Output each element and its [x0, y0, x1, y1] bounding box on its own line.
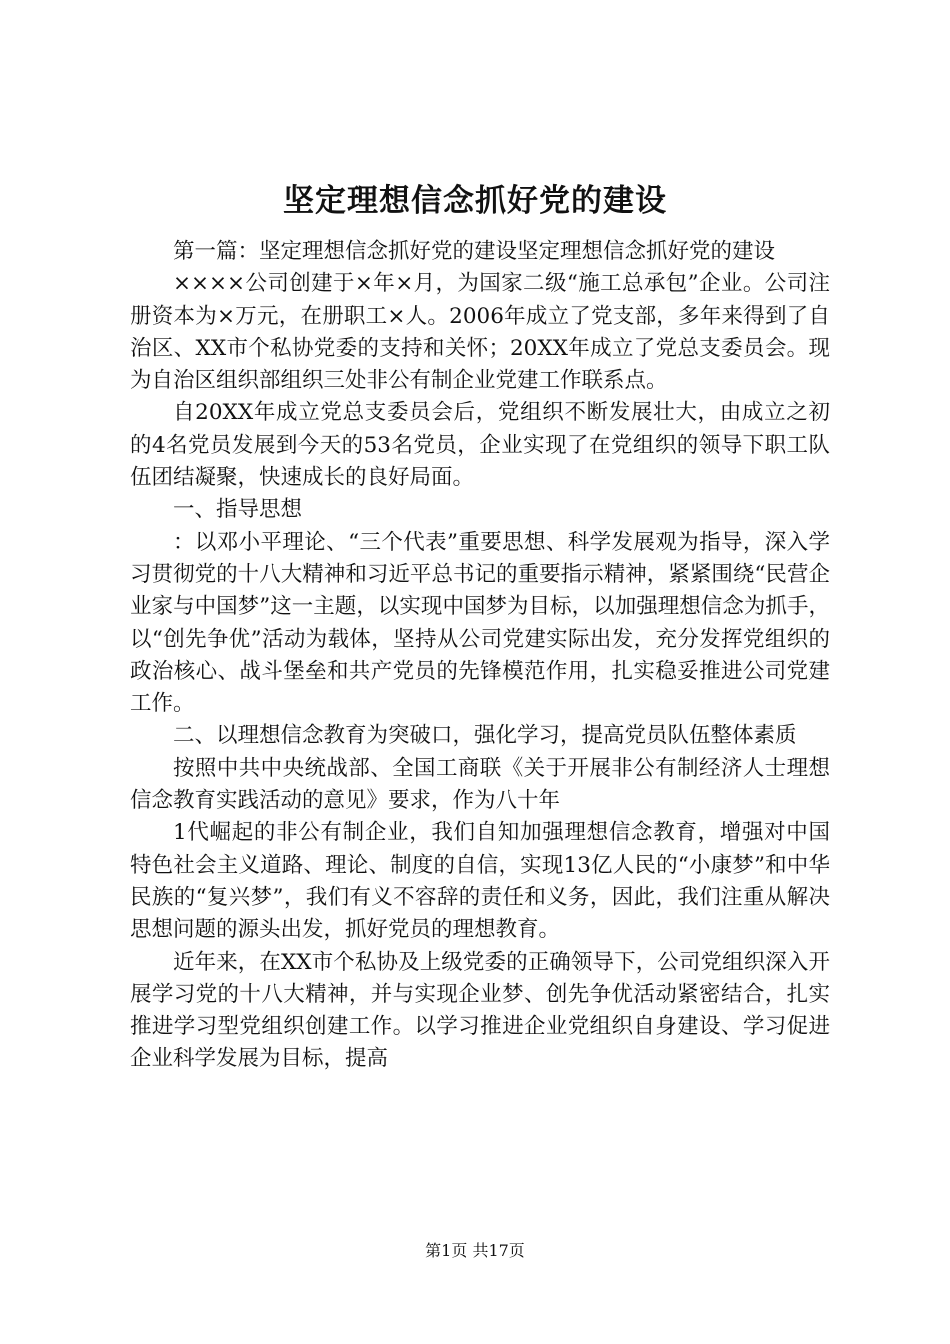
- paragraph: ××××公司创建于×年×月，为国家二级“施工总承包”企业。公司注册资本为×万元，在册职工×人。2006年成立了党支部，多年来得到了自治区、XX市个私协党委的支持和关怀；20XX年成立了党总支委员会。现为自治区组织部组织三处非公有制企业党建工作联系点。: [130, 271, 830, 394]
- paragraph: 1代崛起的非公有制企业，我们自知加强理想信念教育，增强对中国特色社会主义道路、理论、制度的自信，实现13亿人民的“小康梦”和中华民族的“复兴梦”，我们有义不容辞的责任和义务，因此，我们注重从解决思想问题的源头出发，抓好党员的理想教育。: [130, 820, 830, 943]
- page-footer: [0, 1241, 950, 1261]
- paragraph: 第一篇：坚定理想信念抓好党的建设坚定理想信念抓好党的建设: [173, 239, 776, 264]
- section-heading: 二、以理想信念教育为突破口，强化学习，提高党员队伍整体素质: [173, 723, 797, 749]
- paragraph: ：以邓小平理论、“三个代表”重要思想、科学发展观为指导，深入学习贯彻党的十八大精神和习近平总书记的重要指示精神，紧紧围绕“民营企业家与中国梦”这一主题，以实现中国梦为目标，以加强理想信念为抓手，以“创先争优”活动为载体，坚持从公司党建实际出发，充分发挥党组织的政治核心、战斗堡垒和共产党员的先锋模范作用，扎实稳妥推进公司党建工作。: [130, 529, 830, 717]
- paragraph: 按照中共中央统战部、全国工商联《关于开展非公有制经济人士理想信念教育实践活动的意见》要求，作为八十年: [130, 755, 830, 814]
- document-title: 坚定理想信念抓好党的建设: [283, 183, 667, 219]
- section-heading: 一、指导思想: [173, 497, 303, 523]
- paragraph: 近年来，在XX市个私协及上级党委的正确领导下，公司党组织深入开展学习党的十八大精神，并与实现企业梦、创先争优活动紧密结合，扎实推进学习型党组织创建工作。以学习推进企业党组织自身建设、学习促进企业科学发展为目标，提高: [130, 949, 830, 1072]
- page-number: 第1页 共17页: [425, 1241, 525, 1260]
- document-body: [130, 236, 830, 1076]
- paragraph: 自20XX年成立党总支委员会后，党组织不断发展壮大，由成立之初的4名党员发展到今天的53名党员，企业实现了在党组织的领导下职工队伍团结凝聚，快速成长的良好局面。: [130, 400, 830, 491]
